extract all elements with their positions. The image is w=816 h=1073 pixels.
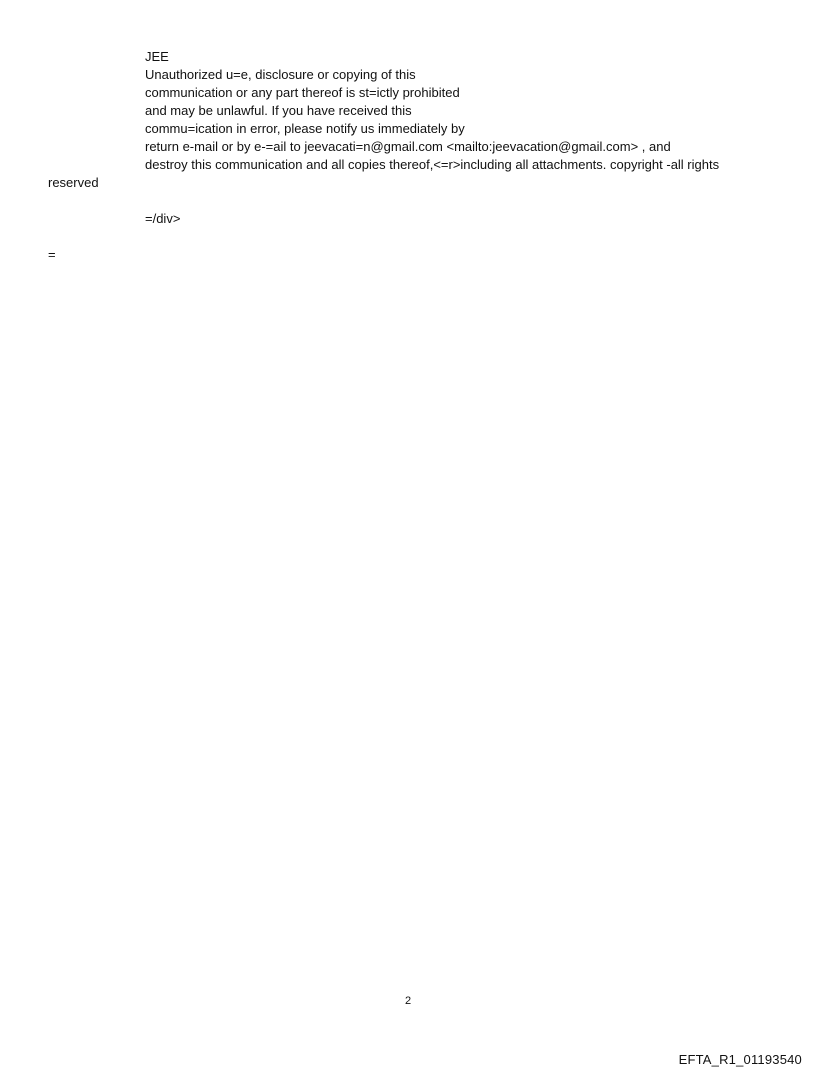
closing-div-tag-text: =/div> [145,211,181,226]
page-number: 2 [404,995,412,1007]
stray-equals-text: = [48,247,56,262]
disclaimer-line-4: commu=ication in error, please notify us immediately by [145,121,465,136]
signature-initials: JEE [145,49,169,64]
disclaimer-line-3: and may be unlawful. If you have received this [145,103,412,118]
disclaimer-line-6: destroy this communication and all copies thereof,<=r>including all attachments. copyright -all rights [145,157,720,172]
bates-number: EFTA_R1_01193540 [678,1052,802,1067]
disclaimer-line-1: Unauthorized u=e, disclosure or copying of this [145,67,416,82]
disclaimer-line-5: return e-mail or by e-=ail to jeevacati=n@gmail.com <mailto:jeevacation@gmail.com> , and [145,139,671,154]
disclaimer-line-2: communication or any part thereof is st=ictly prohibited [145,85,460,100]
disclaimer-wrap-line: reserved [48,175,99,190]
